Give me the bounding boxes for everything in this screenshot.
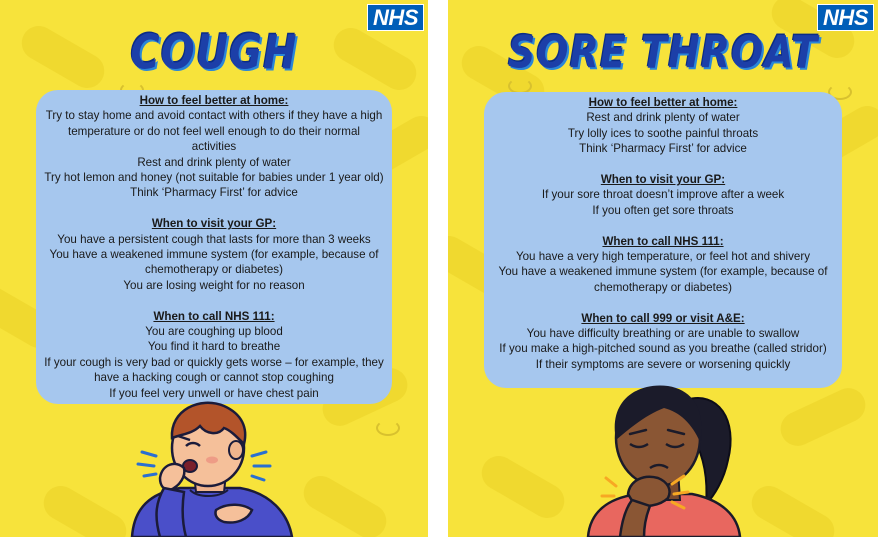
advice-line: Try to stay home and avoid contact with others if they have a high — [45, 109, 383, 123]
cough-poster — [0, 0, 428, 537]
advice-line: You have a weakened immune system (for example, because of — [498, 265, 828, 279]
background-pill-decoration — [746, 480, 841, 537]
background-squiggle-decoration — [376, 420, 400, 436]
advice-section-gp — [40, 216, 388, 293]
sore-throat-woman-illustration — [568, 380, 758, 537]
advice-line: If you feel very unwell or have chest pain — [109, 386, 319, 400]
section-heading: When to visit your GP: — [151, 217, 277, 231]
advice-line: Try lolly ices to soothe painful throats — [567, 126, 759, 140]
advice-line: You are losing weight for no reason — [123, 278, 305, 292]
advice-line: Rest and drink plenty of water — [137, 155, 291, 169]
coughing-boy-illustration — [120, 398, 310, 537]
advice-section-111 — [488, 234, 838, 296]
advice-line: Try hot lemon and honey (not suitable for babies under 1 year old) — [44, 171, 384, 185]
advice-line: You are coughing up blood — [145, 325, 283, 339]
background-pill-decoration — [476, 450, 571, 524]
advice-line: You have difficulty breathing or are unable to swallow — [526, 327, 800, 341]
sore-throat-poster — [448, 0, 878, 537]
section-heading: When to call NHS 111: — [602, 234, 724, 248]
poster-title: SORE THROAT — [507, 26, 819, 78]
advice-line: If their symptoms are severe or worsening quickly — [535, 357, 791, 371]
section-heading: How to feel better at home: — [588, 96, 738, 109]
advice-section-home — [488, 95, 838, 157]
advice-line: chemotherapy or diabetes) — [594, 280, 732, 294]
advice-line: Rest and drink plenty of water — [586, 111, 740, 125]
advice-line: have a hacking cough or cannot stop coughing — [94, 371, 334, 385]
background-pill-decoration — [38, 480, 133, 537]
advice-line: chemotherapy or diabetes) — [145, 263, 283, 277]
nhs-logo: NHS — [817, 4, 874, 31]
advice-line: Think ‘Pharmacy First’ for advice — [130, 186, 298, 200]
section-heading: When to visit your GP: — [600, 173, 726, 187]
advice-line: activities — [191, 140, 237, 154]
section-heading: When to call NHS 111: — [153, 309, 275, 323]
advice-panel — [36, 90, 392, 404]
section-heading: When to call 999 or visit A&E: — [581, 311, 745, 325]
advice-line: Think ‘Pharmacy First’ for advice — [579, 142, 747, 156]
advice-line: If your cough is very bad or quickly gets worse – for example, they — [44, 355, 384, 369]
advice-line: You find it hard to breathe — [147, 340, 281, 354]
advice-panel — [484, 92, 842, 388]
background-pill-decoration — [775, 383, 871, 452]
advice-section-gp — [488, 172, 838, 218]
advice-section-home — [40, 93, 388, 201]
advice-section-999 — [488, 311, 838, 373]
background-pill-decoration — [298, 470, 393, 537]
nhs-logo: NHS — [367, 4, 424, 31]
advice-line: You have a persistent cough that lasts for more than 3 weeks — [57, 232, 371, 246]
advice-line: If you often get sore throats — [592, 203, 734, 217]
advice-line: If you make a high-pitched sound as you breathe (called stridor) — [499, 342, 827, 356]
advice-line: You have a weakened immune system (for example, because of — [49, 248, 379, 262]
poster-title: COUGH — [130, 25, 298, 81]
section-heading: How to feel better at home: — [139, 94, 289, 107]
advice-line: You have a very high temperature, or feel hot and shivery — [515, 250, 811, 264]
advice-line: If your sore throat doesn’t improve after a week — [541, 188, 785, 202]
advice-section-111 — [40, 309, 388, 401]
advice-line: temperature or do not feel well enough to do their normal — [68, 124, 360, 138]
